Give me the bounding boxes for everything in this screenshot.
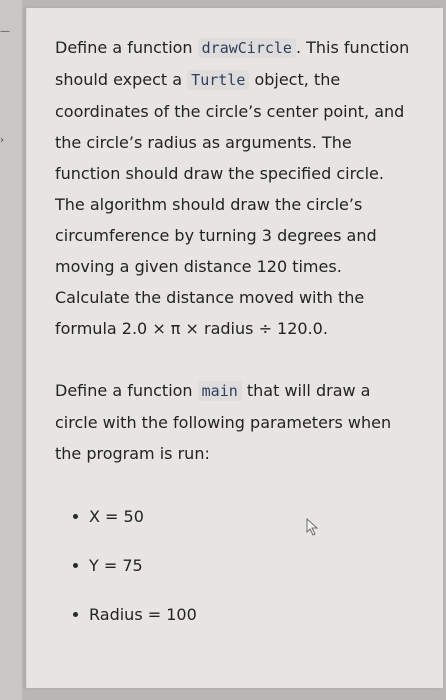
left-margin-mark-icon: › <box>0 135 4 146</box>
paragraph-text: Define a function <box>55 381 198 400</box>
bullet-text-y: Y = 75 <box>89 556 143 575</box>
inline-code-turtle: Turtle <box>187 70 249 90</box>
list-item <box>73 599 415 630</box>
inline-code-drawcircle: drawCircle <box>198 38 296 58</box>
question-paragraph-2 <box>55 375 415 469</box>
list-item <box>73 550 415 581</box>
question-card <box>26 8 443 688</box>
mouse-pointer-icon <box>306 518 320 536</box>
paragraph-text: . This function should expect a <box>55 38 410 89</box>
left-margin-mark-icon: — <box>0 26 10 37</box>
question-content <box>55 32 415 648</box>
paragraph-text: object, the coordinates of the circle’s center point, and the circle’s radius as arguments. The function should draw the specified circle. The algorithm should draw the circle’s circumference by turning 3 degrees and moving a given distance 120 times. Calculate the distance moved with the formula 2.0 × π × radius ÷ 120.0. <box>55 70 405 338</box>
bullet-text-radius: Radius = 100 <box>89 605 197 624</box>
parameter-list <box>55 501 415 630</box>
bullet-text-x: X = 50 <box>89 507 144 526</box>
bullet-icon <box>73 514 78 519</box>
list-item <box>73 501 415 532</box>
inline-code-main: main <box>198 381 242 401</box>
paragraph-text: that will draw a circle with the following parameters when the program is run: <box>55 381 392 463</box>
paragraph-text: Define a function <box>55 38 198 57</box>
left-margin-strip <box>0 0 22 700</box>
bullet-icon <box>73 612 78 617</box>
question-paragraph-1 <box>55 32 415 344</box>
bullet-icon <box>73 563 78 568</box>
